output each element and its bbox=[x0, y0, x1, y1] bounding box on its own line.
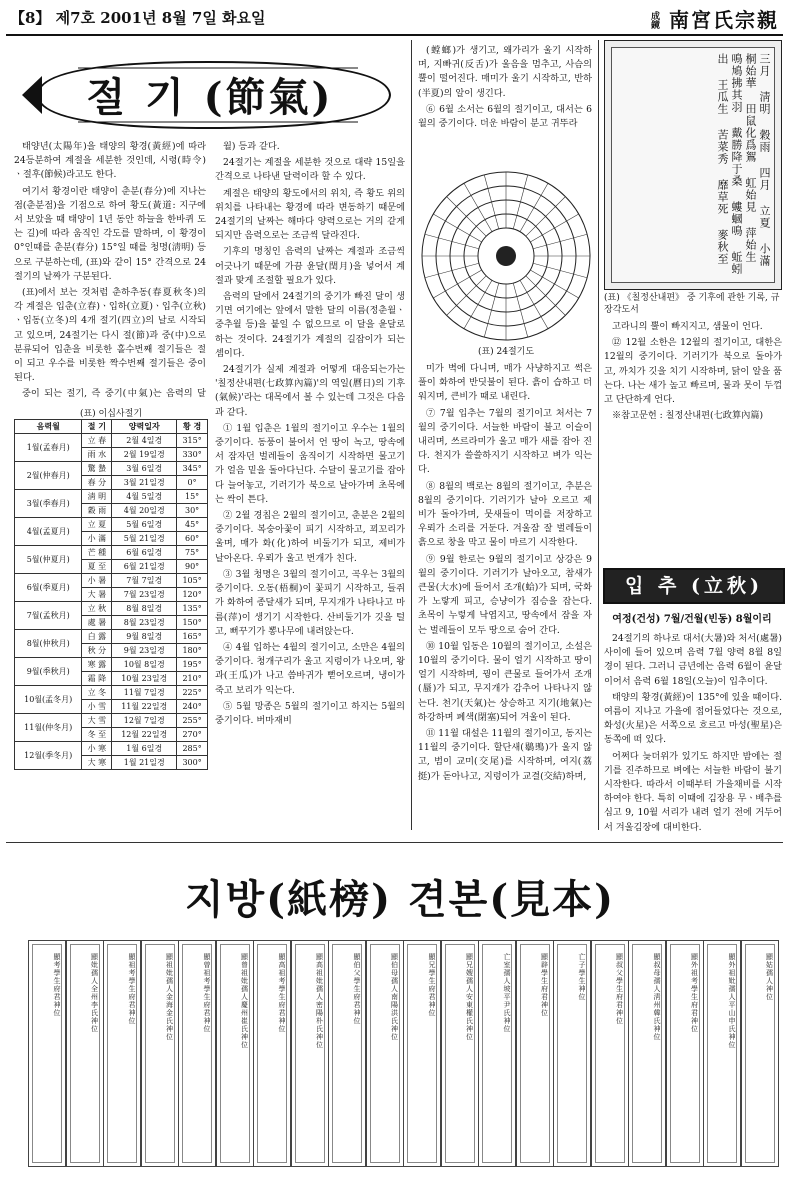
table-cell: 225° bbox=[177, 686, 208, 700]
diagram-spoke bbox=[484, 283, 498, 337]
section-rule bbox=[6, 842, 783, 843]
table-cell: 210° bbox=[177, 672, 208, 686]
table-cell: 180° bbox=[177, 644, 208, 658]
paragraph: 고라니의 뿔이 빠지지고, 샘물이 언다. bbox=[612, 321, 763, 332]
table-cell: 135° bbox=[177, 602, 208, 616]
page-header bbox=[6, 0, 783, 36]
tablet-text: 顯曾祖考學生府君神位 bbox=[203, 953, 211, 1033]
jibang-tablet bbox=[666, 940, 704, 1167]
table-cell: 白 露 bbox=[82, 630, 112, 644]
tablet-text: 顯伯母孺人南陽洪氏神位 bbox=[390, 953, 399, 1041]
jibang-tablet bbox=[441, 940, 479, 1167]
diagram-spoke bbox=[447, 197, 487, 237]
table-row bbox=[15, 658, 208, 672]
table-cell: 霜 降 bbox=[82, 672, 112, 686]
paragraph: ① 1월 입춘은 1월의 절기이고 우수는 1월의 중기이다. 동풍이 불어서 언 땅이 녹고, 땅속에서 잠자던 벌레들이 움직이기 시작하면 물고기가 얼음 밑을 돌아다닌다. 수달이 물고기를 잡아다 늘어놓고, 기러기가 북으로 날아가며 초목에는 싹이 튼다. bbox=[215, 422, 405, 505]
table-cell: 雨 水 bbox=[82, 448, 112, 462]
column-header: 음력월 bbox=[15, 420, 82, 434]
manuscript-text: 三月 淸明 穀雨 四月 立夏 小滿 桐始華 田鼠化爲鴽 虹始見 萍始生 鳴鳩拂其羽 戴勝降于桑 螻蟈鳴 蚯蚓出 王瓜生 苦菜秀 靡草死 麥秋至 bbox=[716, 53, 771, 275]
table-cell: 秋 分 bbox=[82, 644, 112, 658]
paragraph: 중이 되는 절기, 즉 중기(中氣)는 음력의 달 bbox=[22, 388, 206, 400]
table-cell: 270° bbox=[177, 728, 208, 742]
diagram-spoke bbox=[526, 197, 566, 237]
article-column-4-bottom bbox=[604, 632, 782, 832]
table-cell: 小 寒 bbox=[82, 742, 112, 756]
table-cell: 2월(仲春月) bbox=[15, 462, 82, 490]
article-column-1 bbox=[14, 140, 206, 400]
paragraph: 태양년(太陽年)을 태양의 황경(黃經)에 따라 24등분하여 계절을 세분한 것인데, 시령(時令)ㆍ절후(節候)라고도 한다. bbox=[14, 141, 206, 181]
table-cell: 5월(仲夏月) bbox=[15, 546, 82, 574]
article-column-3-bottom bbox=[418, 362, 592, 832]
banner-title: 절 기 (節氣) bbox=[86, 74, 334, 121]
table-cell: 夏 至 bbox=[82, 560, 112, 574]
paragraph: 월) 등과 같다. bbox=[223, 141, 280, 152]
table-cell: 11월 22일경 bbox=[112, 700, 177, 714]
table-cell: 6월 6일경 bbox=[112, 546, 177, 560]
jibang-tablet bbox=[516, 940, 554, 1167]
jibang-tablet bbox=[28, 940, 66, 1167]
table-cell: 165° bbox=[177, 630, 208, 644]
solar-terms-diagram bbox=[418, 168, 594, 344]
jibang-tablet bbox=[553, 940, 591, 1167]
table-cell: 330° bbox=[177, 448, 208, 462]
table-cell: 255° bbox=[177, 714, 208, 728]
table-row bbox=[15, 714, 208, 728]
diagram-spoke bbox=[526, 276, 566, 316]
table-cell: 15° bbox=[177, 490, 208, 504]
tablet-text: 顯兄嫂孺人安東權氏神位 bbox=[465, 953, 474, 1041]
paragraph: 태양의 황경(黃經)이 135°에 있을 때이다. 여름이 지나고 가을에 접어들었다는 것으로, 화성(火星)은 서쪽으로 흐르고 마성(聖星)은 동쪽에 떠 있다. bbox=[604, 691, 782, 746]
paragraph: ⑫ 12월 소한은 12월의 절기이고, 대한은 12월의 중기이다. 기러기가 북으로 돌아가고, 까치가 깃을 치기 시작하며, 닭이 알을 품는다. 나는 새가 높고 빠르며, 물과 못이 두껍고 단단하게 언다. bbox=[604, 337, 782, 406]
table-title: (표) 이십사절기 bbox=[79, 409, 143, 419]
article-column-3-top bbox=[418, 44, 592, 164]
issue-info: 【8】 제7호 2001년 8월 7일 화요일 bbox=[10, 9, 266, 27]
table-cell: 240° bbox=[177, 700, 208, 714]
table-cell: 285° bbox=[177, 742, 208, 756]
paper-small-label: 成鏡 bbox=[651, 11, 663, 31]
table-cell: 3월(季春月) bbox=[15, 490, 82, 518]
jibang-tablet bbox=[178, 940, 216, 1167]
paragraph: ⑩ 10월 입동은 10월의 절기이고, 소설은 10월의 중기이다. 물이 얼기 시작하고 땅이 얼기 시작하며, 꿩이 큰물로 들어가서 조개(蜃)가 되고, 무지개가 감추어 나타나지 않는다. 천기(天氣)는 상승하고 지기(地氣)는 하강하며 폐색(閉塞)되어 겨울이 된다. bbox=[418, 640, 592, 723]
table-cell: 立 夏 bbox=[82, 518, 112, 532]
ipchu-heading: 입 추 (立秋) bbox=[603, 568, 785, 604]
paragraph: ③ 3월 청명은 3월의 절기이고, 곡우는 3월의 중기이다. 오동(梧桐)이 꽃피기 시작하고, 들쥐가 화하여 종달새가 되며, 무지개가 나타나고 마름(萍)이 생기기 시작한다. 산비둘기가 깃을 털고, 뻐꾸기가 뽕나무에 내려앉는다. bbox=[215, 568, 405, 637]
diagram-spoke bbox=[425, 263, 479, 277]
jibang-tablet bbox=[366, 940, 404, 1167]
column-rule bbox=[411, 40, 412, 830]
table-row bbox=[15, 686, 208, 700]
solar-terms-table bbox=[14, 406, 208, 770]
paragraph: ④ 4월 입하는 4월의 절기이고, 소만은 4월의 중기이다. 청개구리가 울고 지렁이가 나오며, 왕과(王瓜)가 나고 씀바귀가 뻗어오르며, 냉이가 죽고 보리가 익는다. bbox=[215, 641, 405, 696]
tablet-text: 顯曾祖妣孺人慶州崔氏神位 bbox=[240, 953, 249, 1049]
table-row bbox=[15, 742, 208, 756]
table-cell: 大 雪 bbox=[82, 714, 112, 728]
tablet-text: 顯高祖妣孺人密陽朴氏神位 bbox=[315, 953, 324, 1049]
table-cell: 75° bbox=[177, 546, 208, 560]
diagram-spoke bbox=[533, 234, 587, 248]
table-cell: 小 滿 bbox=[82, 532, 112, 546]
table-cell: 大 暑 bbox=[82, 588, 112, 602]
table-cell: 12월 22일경 bbox=[112, 728, 177, 742]
table-cell: 90° bbox=[177, 560, 208, 574]
jibang-tablet bbox=[291, 940, 329, 1167]
table-cell: 120° bbox=[177, 588, 208, 602]
table-cell: 4월 5일경 bbox=[112, 490, 177, 504]
diagram-spoke bbox=[513, 283, 527, 337]
tablet-text: 顯外祖妣孺人平山申氏神位 bbox=[728, 953, 736, 1049]
paragraph: 24절기가 실제 계절과 어떻게 대응되는가는 '칠정산내편(七政算內篇)'의 역일(曆日)의 기후(氣候)'라는 대목에서 볼 수 있는데 그것은 다음과 같다. bbox=[215, 364, 405, 418]
table-row bbox=[15, 602, 208, 616]
table-cell: 30° bbox=[177, 504, 208, 518]
table-cell: 春 分 bbox=[82, 476, 112, 490]
table-cell: 驚 蟄 bbox=[82, 462, 112, 476]
table-cell: 6월(季夏月) bbox=[15, 574, 82, 602]
newspaper-name bbox=[651, 4, 779, 33]
jibang-tablet bbox=[253, 940, 291, 1167]
column-header: 양력일자 bbox=[112, 420, 177, 434]
table-cell: 345° bbox=[177, 462, 208, 476]
article-column-4-top bbox=[604, 320, 782, 560]
table-cell: 12월(季冬月) bbox=[15, 742, 82, 770]
terms-table bbox=[14, 419, 208, 770]
paper-title: 南宮氏宗親 bbox=[669, 8, 779, 32]
jibang-tablet bbox=[103, 940, 141, 1167]
manuscript-photo bbox=[604, 40, 782, 290]
paragraph: ⑨ 9월 한로는 9월의 절기이고 상강은 9월의 중기이다. 기러기가 날아오고, 참새가 큰물(大水)에 들어서 조개(蛤)가 되며, 국화가 노랗게 피고, 승냥이가 짐승을 잡는다. 초목이 누렇게 낙엽지고, 땅속에서 잠을 자는 벌레들이 모두 땅으로 숨어 간다. bbox=[418, 553, 592, 636]
table-cell: 11월(仲冬月) bbox=[15, 714, 82, 742]
article-column-2 bbox=[215, 140, 405, 830]
jibang-tablet bbox=[628, 940, 666, 1167]
table-cell: 芒 種 bbox=[82, 546, 112, 560]
table-cell: 9월 23일경 bbox=[112, 644, 177, 658]
table-cell: 7월(孟秋月) bbox=[15, 602, 82, 630]
table-cell: 處 暑 bbox=[82, 616, 112, 630]
table-cell: 0° bbox=[177, 476, 208, 490]
paragraph: ※참고문헌 : 칠정산내편(七政算內篇) bbox=[612, 410, 764, 422]
diagram-spoke bbox=[447, 276, 487, 316]
jibang-tablet bbox=[478, 940, 516, 1167]
tablet-text: 顯高祖考學生府君神位 bbox=[278, 953, 286, 1033]
table-row bbox=[15, 434, 208, 448]
table-cell: 10월 23일경 bbox=[112, 672, 177, 686]
table-cell: 11월 7일경 bbox=[112, 686, 177, 700]
table-cell: 5월 6일경 bbox=[112, 518, 177, 532]
table-cell: 3월 6일경 bbox=[112, 462, 177, 476]
table-cell: 315° bbox=[177, 434, 208, 448]
table-cell: 3월 21일경 bbox=[112, 476, 177, 490]
jibang-tablet bbox=[591, 940, 629, 1167]
column-rule bbox=[598, 40, 599, 830]
tablet-text: 顯辟學生府君神位 bbox=[540, 953, 549, 1017]
column-header: 절 기 bbox=[82, 420, 112, 434]
table-cell: 冬 至 bbox=[82, 728, 112, 742]
table-cell: 2월 4일경 bbox=[112, 434, 177, 448]
tablet-text: 顯祖妣孺人金海金氏神位 bbox=[165, 953, 174, 1041]
table-cell: 10월(孟冬月) bbox=[15, 686, 82, 714]
table-cell: 10월 8일경 bbox=[112, 658, 177, 672]
table-cell: 立 春 bbox=[82, 434, 112, 448]
table-cell: 9월 8일경 bbox=[112, 630, 177, 644]
table-cell: 150° bbox=[177, 616, 208, 630]
table-row bbox=[15, 518, 208, 532]
table-cell: 1월(孟春月) bbox=[15, 434, 82, 462]
paragraph: ⑥ 6월 소서는 6월의 절기이고, 대서는 6월의 중기이다. 더운 바람이 분고 귀뚜라 bbox=[418, 103, 592, 130]
paragraph: ② 2월 경칩은 2월의 절기이고, 춘분은 2월의 중기이다. 복숭아꽃이 피기 시작하고, 꾀꼬리가 울며, 매가 화(化)하여 비둘기가 되고, 제비가 날아온다. 우뢰가 울고 번개가 친다. bbox=[215, 510, 405, 564]
table-row bbox=[15, 462, 208, 476]
diagram-caption: (표) 24절기도 bbox=[477, 347, 535, 357]
tablet-text: 顯妣孺人全州李氏神位 bbox=[90, 953, 99, 1033]
table-cell: 1월 21일경 bbox=[112, 756, 177, 770]
table-cell: 4월 20일경 bbox=[112, 504, 177, 518]
paragraph: 미가 벽에 다니며, 매가 사냥하지고 썩은 풀이 화하여 반딧불이 된다. 흙이 습하고 더워지며, 큰비가 때로 내린다. bbox=[418, 363, 592, 403]
tablet-text: 顯祖考學生府君神位 bbox=[128, 953, 136, 1025]
jibang-title: 지방(紙榜) 견본(見本) bbox=[184, 876, 616, 923]
table-cell: 8월 8일경 bbox=[112, 602, 177, 616]
column-header: 황 경 bbox=[177, 420, 208, 434]
table-cell: 小 雪 bbox=[82, 700, 112, 714]
tablet-text: 亡室孺人坡平尹氏神位 bbox=[503, 953, 511, 1033]
tablet-text: 顯叔父學生府君神位 bbox=[615, 953, 624, 1025]
table-cell: 9월(季秋月) bbox=[15, 658, 82, 686]
table-row bbox=[15, 574, 208, 588]
table-cell: 8월 23일경 bbox=[112, 616, 177, 630]
diagram-spoke bbox=[425, 234, 479, 248]
table-cell: 6월 21일경 bbox=[112, 560, 177, 574]
diagram-spoke bbox=[513, 175, 527, 229]
photo-caption: (표) 《칠정산내편》 중 기후에 관한 기록, 규장각도서 bbox=[604, 293, 780, 315]
table-cell: 105° bbox=[177, 574, 208, 588]
tablet-text: 顯外祖考學生府君神位 bbox=[690, 953, 699, 1033]
diagram-spoke bbox=[484, 175, 498, 229]
table-cell: 穀 雨 bbox=[82, 504, 112, 518]
table-cell: 小 暑 bbox=[82, 574, 112, 588]
ipchu-subtitle: 여정(건성) 7월/건월(빈동) 8월이리 bbox=[612, 614, 772, 625]
tablet-text: 顯叔母孺人淸州韓氏神位 bbox=[653, 953, 661, 1041]
table-cell: 4월(孟夏月) bbox=[15, 518, 82, 546]
tablet-text: 顯兄學生府君神位 bbox=[428, 953, 436, 1017]
paragraph: ⑧ 8월의 백로는 8월의 절기이고, 추분은 8월의 중기이다. 기러기가 날아 오르고 제비가 돌아가며, 뭇새들이 먹이를 저장하고 우뢰가 소리를 거둔다. 겨울잠 잘 벌레들이 흙으로 창을 막고 물이 마르기 시작한다. bbox=[418, 480, 592, 549]
table-cell: 60° bbox=[177, 532, 208, 546]
tablet-text: 顯考學生府君神位 bbox=[53, 953, 61, 1017]
table-cell: 大 寒 bbox=[82, 756, 112, 770]
jibang-tablet bbox=[741, 940, 779, 1167]
table-cell: 195° bbox=[177, 658, 208, 672]
jibang-tablet bbox=[403, 940, 441, 1167]
jibang-tablet bbox=[216, 940, 254, 1167]
paragraph: 계절은 태양의 황도에서의 위치, 즉 황도 위의 위치를 나타내는 황경에 따라 변동하기 때문에 24절기의 날짜는 해마다 양력으로는 거의 같게 되지만 음력으로는 조금씩 달라진다. bbox=[215, 187, 405, 242]
table-cell: 1월 6일경 bbox=[112, 742, 177, 756]
table-cell: 寒 露 bbox=[82, 658, 112, 672]
jibang-tablet bbox=[703, 940, 741, 1167]
paragraph: 24절기의 하나로 대서(大暑)와 처서(處暑) 사이에 들어 있으며 음력 7월 양력 8월 8일경이 된다. 그러니 금년에는 음력 6월이 윤달이어서 음력 6월 18일(오늘)이 입추이다. bbox=[604, 633, 782, 687]
paragraph: (표)에서 보는 것처럼 춘하추동(春夏秋冬)의 각 계절은 입춘(立春)ㆍ입하(立夏)ㆍ입추(立秋)ㆍ입동(立冬)의 4개 절기(四立)의 날로 시작되고 있으며, 24절기는 다시 절(節)과 중(中)으로 분류되어 입춘을 비롯한 홀수번째 절기들은 절이 되고 우수를 비롯한 짝수번째 절기들은 중이 된다. bbox=[14, 287, 206, 384]
paragraph: 기후의 명칭인 음력의 날짜는 계절과 조금씩 어긋나기 때문에 가끔 윤달(閏月)을 넣어서 계절과 맞게 조절할 필요가 있다. bbox=[215, 246, 405, 286]
table-cell: 5월 21일경 bbox=[112, 532, 177, 546]
paragraph: (螳螂)가 생기고, 왜가리가 울기 시작하며, 지빠귀(反舌)가 울음을 멈추고, 사슴의 뿔이 떨어진다. 매미가 울기 시작하고, 반하(半夏)의 알이 생긴다. bbox=[418, 45, 592, 99]
table-cell: 7월 7일경 bbox=[112, 574, 177, 588]
table-cell: 淸 明 bbox=[82, 490, 112, 504]
paragraph: ⑪ 11월 대설은 11월의 절기이고, 동지는 11월의 중기이다. 할단새(鶡鴠)가 울지 않고, 범이 교미(交尾)를 시작하며, 여지(荔挺)가 돋아나고, 지렁이가 교결(交結)하며, bbox=[418, 728, 592, 782]
table-row bbox=[15, 490, 208, 504]
table-cell: 300° bbox=[177, 756, 208, 770]
jibang-tablet bbox=[66, 940, 104, 1167]
table-cell: 立 冬 bbox=[82, 686, 112, 700]
paragraph: 음력의 달에서 24절기의 중기가 빠진 달이 생기면 여기에는 앞에서 말한 달의 이름(정춘월ㆍ중추월 등)을 붙일 수 없으므로 이 달을 윤달로 하는 것이다. 24절기가 계절의 길잡이가 되는 셈이다. bbox=[215, 291, 405, 359]
tablet-text: 顯伯父學生府君神位 bbox=[353, 953, 361, 1025]
table-cell: 45° bbox=[177, 518, 208, 532]
paragraph: 여기서 황경이란 태양이 춘분(春分)에 지나는 점(춘분점)을 기점으로 하여 황도(黃道: 지구에서 보았을 때 태양이 1년 동안 하늘을 한바퀴 도는 길)에 따라 움직인 각도를 말하며, 이 황경이 0°인때를 춘분(春分) 15°일 때를 청명(淸明) 등으로 구분하는데, (표)와 같이 15° 간격으로 24절기의 날짜가 구분된다. bbox=[14, 185, 206, 282]
paragraph: ⑤ 5월 망종은 5월의 절기이고 하지는 5월의 중기이다. 버마재비 bbox=[215, 700, 405, 726]
table-cell: 立 秋 bbox=[82, 602, 112, 616]
table-row bbox=[15, 546, 208, 560]
table-cell: 12월 7일경 bbox=[112, 714, 177, 728]
diagram-spoke bbox=[533, 263, 587, 277]
paragraph: 24절기는 계절을 세분한 것으로 대략 15일을 간격으로 나타낸 달력이라 할 수 있다. bbox=[215, 157, 405, 183]
tablet-text: 亡子學生神位 bbox=[578, 953, 586, 1001]
jibang-tablet bbox=[328, 940, 366, 1167]
paragraph: ⑦ 7월 입추는 7월의 절기이고 처서는 7월의 중기이다. 서늘한 바람이 불고 이슬이 내리며, 쓰르라미가 울고 매가 새를 잡아 진다. 천지가 쓸쓸하지기 시작하고 벼가 익는다. bbox=[418, 407, 592, 476]
table-cell: 7월 23일경 bbox=[112, 588, 177, 602]
jibang-tablet bbox=[141, 940, 179, 1167]
tablet-text: 顯姑孺人神位 bbox=[765, 953, 774, 1001]
table-row bbox=[15, 630, 208, 644]
table-cell: 2월 19일경 bbox=[112, 448, 177, 462]
table-cell: 8월(仲秋月) bbox=[15, 630, 82, 658]
paragraph: 어쩌다 늦더위가 있기도 하지만 밤에는 절기를 진주하므로 벼에는 서늘한 바람이 불기 시작한다. 따라서 이때부터 가을채비를 시작하여야 한다. 특히 이때에 김장용 무ㆍ배추를 심고 9, 10월 서리가 내려 얼기 전에 거두어서 겨울김장에 대비한다. bbox=[604, 750, 782, 832]
